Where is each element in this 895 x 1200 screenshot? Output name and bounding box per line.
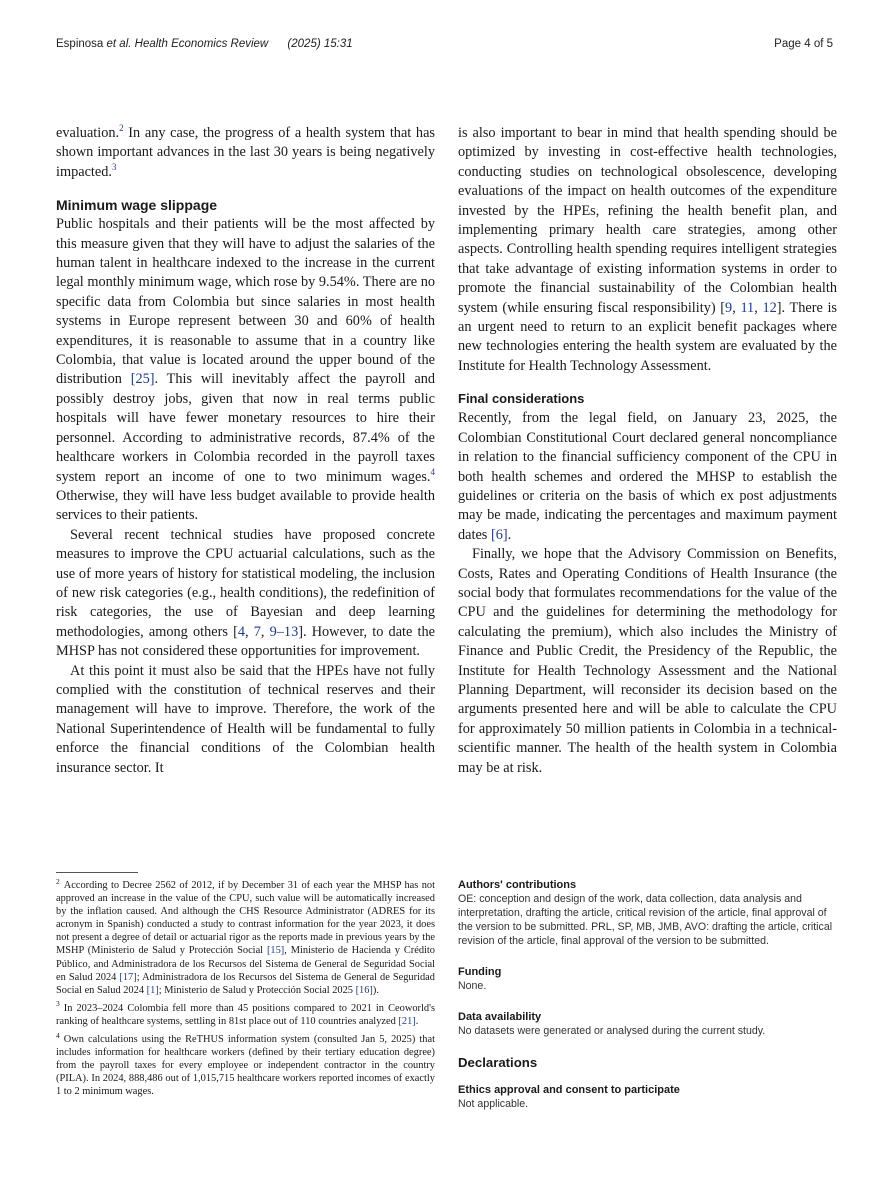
text-run: . bbox=[507, 526, 512, 543]
left-column bbox=[56, 124, 435, 778]
header-citation bbox=[56, 38, 353, 50]
text-run: Several recent technical studies have proposed concrete measures to improve the CPU actuarial calculations, such as the use of more years of history for statistical modeling, the inclusion of new risk categories (e.g., health conditions), the redefinition of risk categories, the use of Bayesian and deep learning methodologies, among others [ bbox=[56, 526, 435, 640]
text-run: Own calculations using the ReTHUS information system (consulted Jan 5, 2025) that includes information for healthcare workers (defined by their tertiary education degree) from the payroll taxes for every employee or independent contractor in the country (PILA). In 2024, 888,486 out of 1,015,715 healthcare workers reported incomes of exactly 1 to 2 minimum wages. bbox=[56, 1034, 435, 1098]
text-run: . bbox=[415, 1015, 419, 1027]
text-run: In any case, the progress of a health system that has shown important advances in the last 30 years is being negatively impacted. bbox=[56, 125, 435, 180]
text-run: ). bbox=[372, 984, 379, 996]
funding-heading: Funding bbox=[458, 966, 502, 978]
text-run: ]. However, to date the MHSP has not considered these opportunities for improvement. bbox=[56, 623, 435, 660]
section-heading-minimum-wage: Minimum wage slippage bbox=[56, 197, 218, 214]
footnote-ref-3[interactable]: 3 bbox=[111, 162, 117, 173]
footnote-ref-2[interactable]: 2 bbox=[119, 123, 124, 134]
paragraph: At this point it must also be said that the HPEs have not fully complied with the constitution of technical reserves and their management will have to improve. Therefore, the work of the National Superintendence of Health will be fundamental to fully enforce the financial conditions of the Colombian health insurance sector. It bbox=[56, 662, 435, 776]
text-run: ; Ministerio de Salud y Protección Social 2025 bbox=[158, 984, 356, 996]
text-run: Public hospitals and their patients will be the most affected by this measure given that they will have to adjust the salaries of the human talent in healthcare indexed to the increase in the current legal monthly minimum wage, which rose by 9.54%. There are no specific data from Colombia but since salaries in most health systems in Europe represent between 30 and 60% of health expenditures, it is reasonable to assume that in a country like Colombia, that value is located around the upper bound of the distribution bbox=[56, 216, 435, 388]
text-run: ; Administradora de los Recursos del Sistema de General de Seguridad Social en Salud 2024 bbox=[56, 971, 435, 996]
text-run: ]. There is an urgent need to return to an explicit benefit packages where new technologies entering the health system are evaluated by the Institute for Health Technology Assessment. bbox=[458, 299, 837, 374]
ethics-heading: Ethics approval and consent to participate bbox=[458, 1084, 680, 1096]
running-header bbox=[56, 38, 833, 54]
authors-contributions-heading: Authors' contributions bbox=[458, 879, 577, 891]
section-heading-final-considerations: Final considerations bbox=[458, 391, 585, 407]
citation-link[interactable]: [1] bbox=[146, 984, 159, 996]
paragraph: Several recent technical studies have proposed concrete measures to improve the CPU actuarial calculations, such as the use of more years of history for statistical modeling, the inclusion of new risk categories (e.g., health conditions), the redefinition of risk categories, the use of Bayesian and deep learning methodologies, among others [4, 7, 9–13]. However, to date the MHSP has not considered these opportunities for improvement. bbox=[56, 526, 435, 660]
citation-link[interactable]: 9–13 bbox=[269, 623, 299, 640]
footnote-ref-4[interactable]: 4 bbox=[430, 466, 435, 477]
header-page-number: Page 4 of 5 bbox=[774, 38, 833, 50]
citation-link[interactable]: 9 bbox=[725, 299, 733, 316]
citation-link[interactable]: [21] bbox=[398, 1015, 416, 1027]
paragraph bbox=[56, 215, 435, 526]
footnotes bbox=[56, 876, 435, 1104]
ethics-text: Not applicable. bbox=[458, 1098, 529, 1110]
footnote-4 bbox=[56, 1030, 435, 1098]
footnote-number: 3 bbox=[56, 999, 60, 1009]
citation-link[interactable]: 7 bbox=[253, 623, 261, 640]
text-run: Recently, from the legal field, on January 23, 2025, the Colombian Constitutional Court declared general noncompliance in relation to the financial sufficiency component of the CPU in both health schemes and ordered the MHSP to establish the guidelines or criteria on the basis of which ex post adjustments may be made, indicating the percentages and maximum payment dates bbox=[458, 410, 837, 543]
citation-link[interactable]: [25] bbox=[130, 371, 155, 388]
paragraph: is also important to bear in mind that health spending should be optimized by investing in cost-effective health technologies, conducting studies on technological obsolescence, developing evaluations of the impact on health outcomes of the expenditure invested by the HPEs, refining the health benefit plan, and implementing primary health care strategies, among other aspects. Controlling health spending requires intelligent strategies that take advantage of existing information systems in order to promote the financial sustainability of the Colombian health system (while ensuring fiscal responsibility) [9, 11, 12]. There is an urgent need to return to an explicit benefit packages where new technologies entering the health system are evaluated by the Institute for Health Technology Assessment. bbox=[458, 125, 837, 374]
text-run: , Ministerio de Hacienda y Crédito Público, and Administradora de los Recursos del Sistema de General de Seguridad Social en Salud 2024 bbox=[56, 945, 435, 983]
declarations-heading: Declarations bbox=[458, 1055, 538, 1070]
text-run: is also important to bear in mind that health spending should be optimized by investing in cost-effective health technologies, conducting studies on technological obsolescence, developing evaluations of the impact on health outcomes of the expenditure invested by the HPEs, refining the health benefit plan, and implementing primary health care strategies, among other aspects. Controlling health spending requires intelligent strategies that take advantage of existing information systems in order to promote the financial sustainability of the Colombian health system (while ensuring fiscal responsibility) [ bbox=[458, 125, 837, 316]
footnote-3 bbox=[56, 999, 435, 1028]
citation-link[interactable]: 12 bbox=[762, 299, 777, 316]
header-et-al: et al. bbox=[106, 38, 132, 50]
right-column bbox=[458, 124, 837, 778]
back-matter bbox=[458, 878, 837, 1128]
data-availability-heading: Data availability bbox=[458, 1011, 542, 1023]
footnote-divider bbox=[56, 872, 138, 873]
footnote-number: 4 bbox=[56, 1030, 60, 1040]
paragraph: Finally, we hope that the Advisory Commission on Benefits, Costs, Rates and Operating Conditions of Health Insurance (the social body that formulates recommendations for the value of the CPU and the guidelines for determining the methodology for calculating the premium), which also includes the Ministry of Finance and Public Credit, the Presidency of the Republic, the Institute for Health Technology Assessment and the National Planning Department, will reconsider its decision based on the arguments presented here and will be able to calculate the CPU for approximately 50 million patients in Colombia in a technical-scientific manner. The health of the health system in Colombia may be at risk. bbox=[458, 546, 837, 776]
text-run: According to Decree 2562 of 2012, if by December 31 of each year the MHSP has not approved an increase in the value of the CPU, such value will be automatically increased by the inflation caused. And although the CHS Resource Administrator (ADRES for its acronym in Spanish) conducted a study to contrast information for the year 2023, it does not present a degree of detail or actuarial rigor as the reports made in previous years by the MSHP (Ministerio de Salud y Protección Social bbox=[56, 880, 435, 957]
footnote-number: 2 bbox=[56, 876, 60, 886]
text-run: In 2023–2024 Colombia fell more than 45 positions compared to 2021 in Ceoworld's ranking of healthcare systems, settling in 81st place out of 110 countries analyzed bbox=[56, 1002, 435, 1027]
authors-contributions-text: OE: conception and design of the work, data collection, data analysis and interpretation, drafting the article, critical revision of the article, final approval of the version to be submitted. PRL, SP, MB, JMB, AVO: drafting the article, critical revision of the article, final approval of the version to be submitted. bbox=[458, 893, 833, 947]
citation-link[interactable]: [6] bbox=[490, 526, 508, 543]
funding-text: None. bbox=[458, 980, 487, 992]
text-run: evaluation. bbox=[56, 125, 120, 141]
text-run: . This will inevitably affect the payroll and possibly destroy jobs, given that now in real terms public hospitals will have fewer monetary resources to hire their personnel. According to administrative records, 87.4% of the healthcare workers in Colombia recorded in the payroll taxes system report an income of one to two minimum wages. bbox=[56, 371, 435, 485]
citation-link[interactable]: 11 bbox=[740, 299, 755, 316]
citation-link[interactable]: [17] bbox=[119, 971, 137, 983]
header-volume: (2025) 15:31 bbox=[287, 38, 353, 50]
footnote-2 bbox=[56, 876, 435, 997]
text-run: Otherwise, they will have less budget available to provide health services to their patients. bbox=[56, 487, 435, 524]
header-journal: Health Economics Review bbox=[134, 38, 269, 50]
citation-link[interactable]: 4 bbox=[237, 623, 245, 640]
intro-paragraph bbox=[56, 124, 435, 182]
citation-link[interactable]: [15] bbox=[266, 945, 285, 957]
paragraph bbox=[458, 409, 837, 545]
header-authors: Espinosa bbox=[56, 38, 104, 50]
data-availability-text: No datasets were generated or analysed during the current study. bbox=[458, 1025, 766, 1037]
citation-link[interactable]: [16] bbox=[355, 984, 373, 996]
